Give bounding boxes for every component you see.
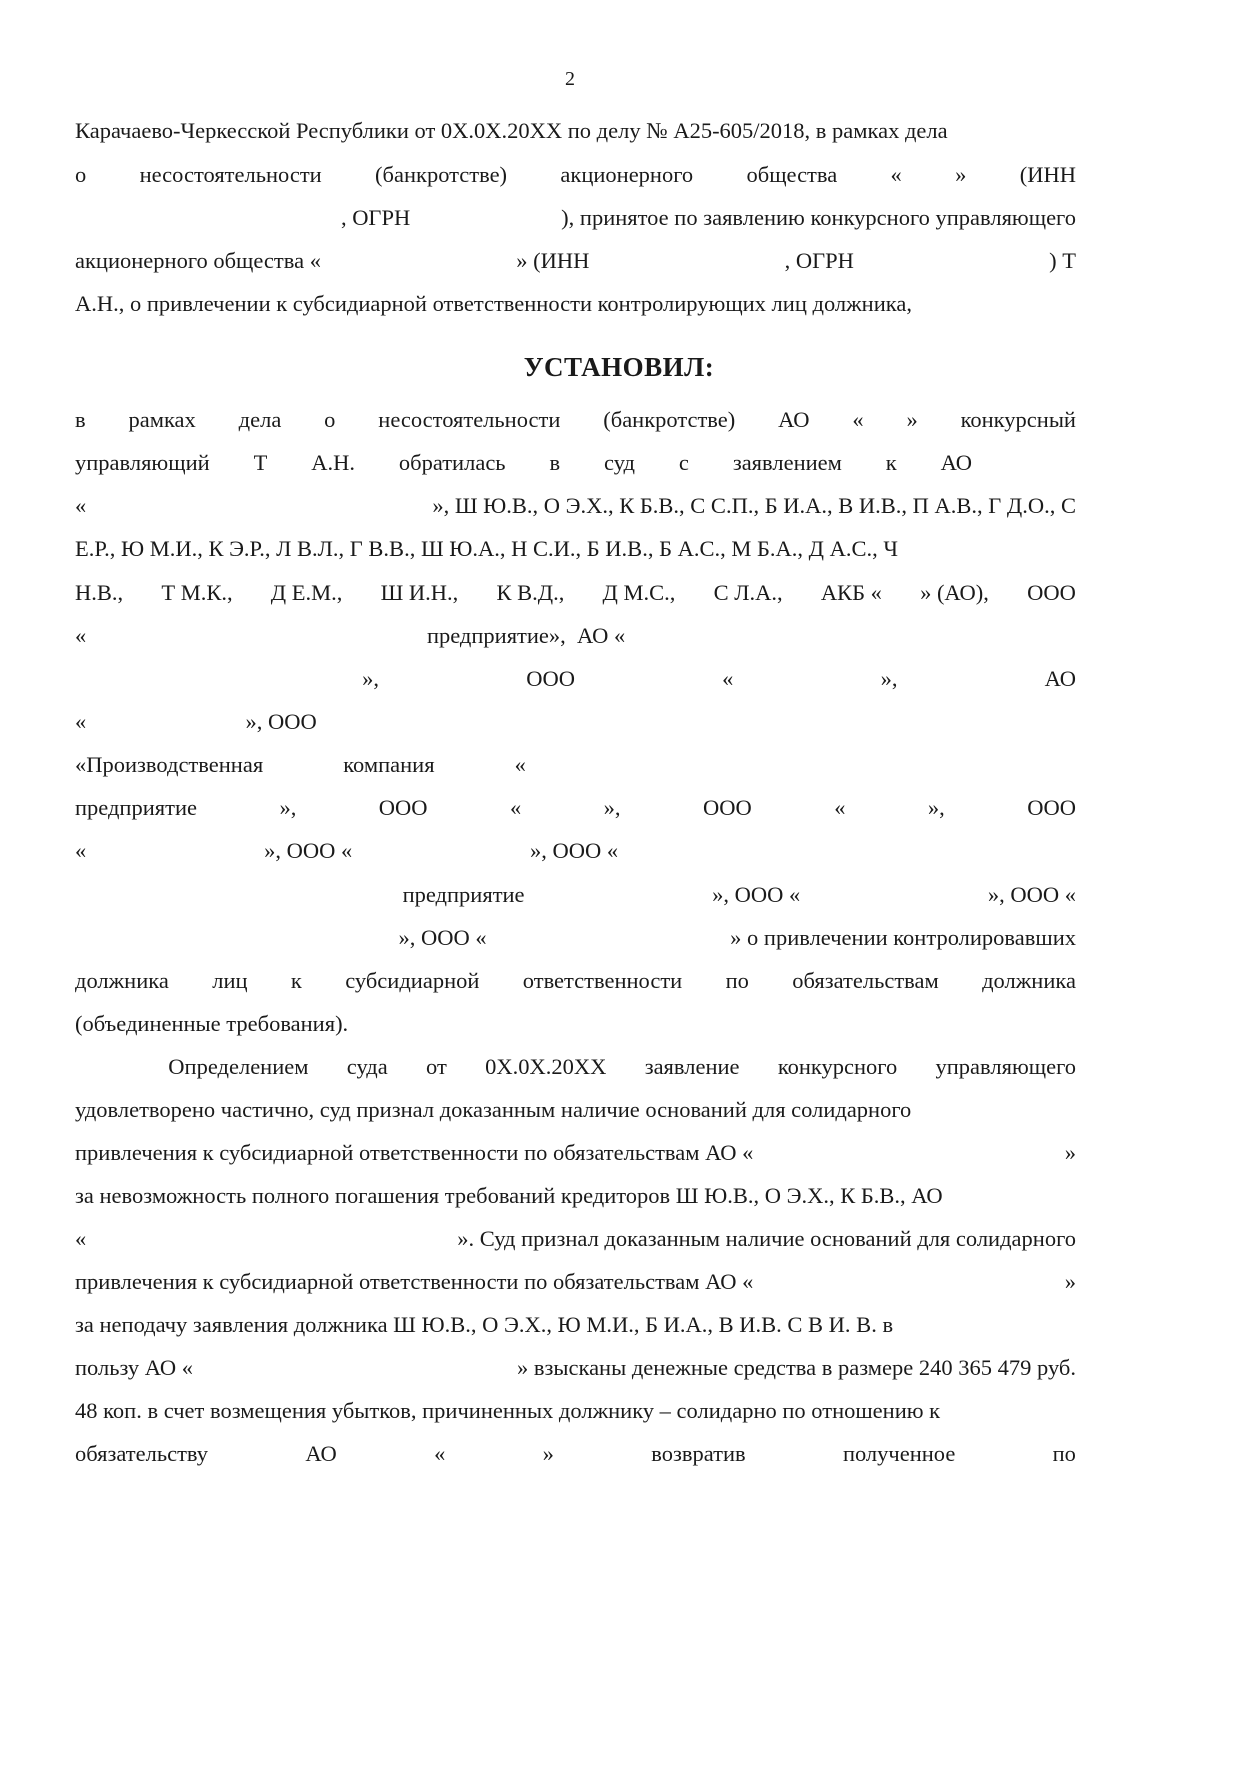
text-fragment <box>75 203 190 233</box>
body-line <box>75 707 1076 737</box>
text-fragment: Д М.С., <box>602 580 676 605</box>
text-fragment: АО <box>305 1441 337 1466</box>
text-fragment: К В.Д., <box>496 580 565 605</box>
body-line <box>75 1181 1076 1211</box>
text-fragment <box>75 880 215 910</box>
text-fragment: Ш И.Н., <box>380 580 459 605</box>
text-fragment: акционерного общества « <box>75 248 321 273</box>
text-fragment: о <box>75 162 87 187</box>
text-fragment: рамках <box>128 407 196 432</box>
text-fragment: », ООО « <box>712 882 801 907</box>
body-line <box>75 448 1076 478</box>
text-fragment: С Л.А., <box>713 580 783 605</box>
text-fragment: Н.В., <box>75 580 124 605</box>
body-line <box>75 793 1076 823</box>
text-fragment: ), принятое по заявлению конкурсного управляющего <box>561 205 1076 230</box>
text-fragment: Т М.К., <box>161 580 233 605</box>
text-fragment: заявление <box>644 1054 740 1079</box>
body-line <box>75 621 1076 651</box>
text-fragment: за невозможность полного погашения требований кредиторов Ш Ю.В., О Э.Х., К Б.В., АО <box>75 1183 943 1208</box>
text-fragment: управляющего <box>935 1054 1076 1079</box>
text-fragment: » (ИНН <box>516 248 590 273</box>
text-fragment <box>1016 448 1076 478</box>
body-line <box>75 664 1076 694</box>
text-fragment: общества <box>746 162 838 187</box>
text-fragment: « <box>75 838 87 863</box>
text-fragment: (банкротстве) <box>603 407 736 432</box>
text-fragment: (банкротстве) <box>375 162 508 187</box>
text-fragment: привлечения к субсидиарной ответственности по обязательствам АО « <box>75 1269 754 1294</box>
text-fragment: за неподачу заявления должника Ш Ю.В., О Э.Х., Ю М.И., Б И.А., В И.В. С В И. В. в <box>75 1312 894 1337</box>
text-fragment: должника <box>75 968 169 993</box>
text-fragment: АО <box>1044 666 1076 691</box>
text-fragment: полученное <box>842 1441 956 1466</box>
text-fragment <box>75 664 215 694</box>
text-fragment: « <box>834 795 846 820</box>
text-fragment: « <box>75 1226 87 1251</box>
text-fragment: от <box>426 1054 447 1079</box>
text-fragment: », ООО « <box>398 925 487 950</box>
text-fragment <box>606 750 1076 780</box>
text-fragment: управляющий <box>75 450 210 475</box>
page-number: 2 <box>565 68 575 90</box>
text-fragment: обязательству <box>75 1441 209 1466</box>
text-fragment: суд <box>604 450 635 475</box>
body-line <box>75 1009 1076 1039</box>
text-fragment: по <box>725 968 749 993</box>
text-fragment: ООО <box>1027 580 1076 605</box>
text-fragment: « <box>75 709 87 734</box>
text-fragment: «Производственная <box>75 752 264 777</box>
text-fragment: субсидиарной <box>345 968 480 993</box>
text-fragment: ООО <box>378 795 428 820</box>
text-fragment: » <box>906 407 918 432</box>
text-fragment: Карачаево-Черкесской Республики от 0Х.0Х.20ХХ по делу № А25-605/2018, в рамках дела <box>75 118 948 143</box>
text-fragment: ответственности <box>522 968 683 993</box>
text-fragment: » о привлечении контролировавших <box>730 925 1076 950</box>
body-line <box>75 966 1076 996</box>
body-line <box>75 880 1076 910</box>
text-fragment: ) Т <box>1049 248 1076 273</box>
text-fragment: » <box>542 1441 554 1466</box>
text-fragment: », ООО <box>245 709 317 734</box>
text-fragment <box>796 836 1076 866</box>
intro-line <box>75 203 1076 233</box>
text-fragment <box>476 707 1076 737</box>
text-fragment: А.Н. <box>311 450 355 475</box>
text-fragment: 48 коп. в счет возмещения убытков, причиненных должнику – солидарно по отношению к <box>75 1398 941 1423</box>
text-fragment: ООО <box>1027 795 1076 820</box>
text-fragment: (ИНН <box>1019 162 1076 187</box>
text-fragment: » (АО), <box>920 580 989 605</box>
text-fragment: », <box>880 666 898 691</box>
text-fragment: Т <box>253 450 268 475</box>
text-fragment: » <box>1064 1269 1076 1294</box>
text-fragment <box>75 923 155 953</box>
intro-line <box>75 246 1076 276</box>
text-fragment: Е.Р., Ю М.И., К Э.Р., Л В.Л., Г В.В., Ш Ю.А., Н С.И., Б И.В., Б А.С., М Б.А., Д А.С., Ч <box>75 536 899 561</box>
text-fragment: », Ш Ю.В., О Э.Х., К Б.В., С С.П., Б И.А., В И.В., П А.В., Г Д.О., С <box>432 493 1076 518</box>
text-fragment: « <box>75 623 87 648</box>
text-fragment: удовлетворено частично, суд признал доказанным наличие оснований для солидарного <box>75 1097 912 1122</box>
text-fragment: , ОГРН <box>340 205 411 230</box>
text-fragment: в <box>75 407 86 432</box>
body-line <box>75 836 1076 866</box>
text-fragment: должника <box>982 968 1076 993</box>
text-fragment: 0Х.0Х.20ХХ <box>485 1054 607 1079</box>
body-line <box>75 405 1076 435</box>
text-fragment: возвратив <box>651 1441 746 1466</box>
text-fragment: », ООО « <box>530 838 619 863</box>
text-fragment: Определением <box>168 1054 309 1079</box>
text-fragment: , ОГРН <box>784 248 854 273</box>
text-fragment: ». Суд признал доказанным наличие оснований для солидарного <box>457 1226 1076 1251</box>
text-fragment: предприятие», АО « <box>426 623 626 648</box>
text-fragment: », ООО « <box>264 838 353 863</box>
text-fragment: несостоятельности <box>139 162 322 187</box>
body-line <box>75 750 1076 780</box>
text-fragment: предприятие <box>402 882 525 907</box>
body-line <box>75 1052 1076 1082</box>
text-fragment <box>966 621 1076 651</box>
body-line <box>75 1396 1076 1426</box>
body-line <box>75 1267 1076 1297</box>
text-fragment: обязательствам <box>792 968 939 993</box>
text-fragment: предприятие <box>75 795 197 820</box>
text-fragment: привлечения к субсидиарной ответственности по обязательствам АО « <box>75 1140 754 1165</box>
text-fragment: » <box>955 162 967 187</box>
text-fragment: », <box>362 666 380 691</box>
text-fragment: АО <box>940 450 973 475</box>
intro-line <box>75 116 1076 146</box>
text-fragment: А.Н., о привлечении к субсидиарной ответственности контролирующих лиц должника, <box>75 291 912 316</box>
text-fragment: о <box>324 407 336 432</box>
body-line <box>75 1353 1076 1383</box>
body-line <box>75 578 1076 608</box>
text-fragment: по <box>1052 1441 1076 1466</box>
text-fragment: « <box>852 407 864 432</box>
text-fragment: обратилась <box>398 450 506 475</box>
body-line <box>75 1439 1076 1469</box>
body-line <box>75 1138 1076 1168</box>
text-fragment: к <box>290 968 302 993</box>
text-fragment: », ООО « <box>987 882 1076 907</box>
text-fragment: дела <box>238 407 282 432</box>
text-fragment: ООО <box>703 795 752 820</box>
intro-line <box>75 160 1076 190</box>
text-fragment: », <box>927 795 945 820</box>
text-fragment: акционерного <box>560 162 694 187</box>
text-fragment: АКБ « <box>820 580 882 605</box>
text-fragment: заявлением <box>732 450 842 475</box>
text-fragment: к <box>885 450 897 475</box>
text-fragment: » взысканы денежные средства в размере 240 365 479 руб. <box>516 1355 1076 1380</box>
text-fragment: (объединенные требования). <box>75 1011 349 1036</box>
text-fragment: пользу АО « <box>75 1355 194 1380</box>
text-fragment: Д Е.М., <box>270 580 343 605</box>
text-fragment: лиц <box>212 968 248 993</box>
intro-line <box>75 289 1076 319</box>
text-fragment: « <box>434 1441 446 1466</box>
body-line <box>75 1310 1076 1340</box>
text-fragment: », <box>603 795 621 820</box>
text-fragment: АО <box>778 407 810 432</box>
text-fragment: конкурсный <box>960 407 1076 432</box>
body-line <box>75 1224 1076 1254</box>
body-line <box>75 491 1076 521</box>
text-fragment <box>75 1052 130 1082</box>
text-fragment: ООО <box>526 666 575 691</box>
text-fragment: « <box>514 752 526 777</box>
text-fragment: « <box>75 493 87 518</box>
text-fragment: компания <box>343 752 435 777</box>
text-fragment: » <box>1064 1140 1076 1165</box>
text-fragment: », <box>279 795 297 820</box>
section-heading: УСТАНОВИЛ: <box>523 352 715 382</box>
text-fragment: несостоятельности <box>378 407 561 432</box>
text-fragment: « <box>722 666 734 691</box>
body-line <box>75 923 1076 953</box>
body-line <box>75 1095 1076 1125</box>
text-fragment: « <box>509 795 522 820</box>
text-fragment: « <box>890 162 902 187</box>
text-fragment: конкурсного <box>777 1054 898 1079</box>
text-fragment: с <box>678 450 689 475</box>
text-fragment: в <box>549 450 561 475</box>
body-line <box>75 534 1076 564</box>
text-fragment: суда <box>346 1054 388 1079</box>
